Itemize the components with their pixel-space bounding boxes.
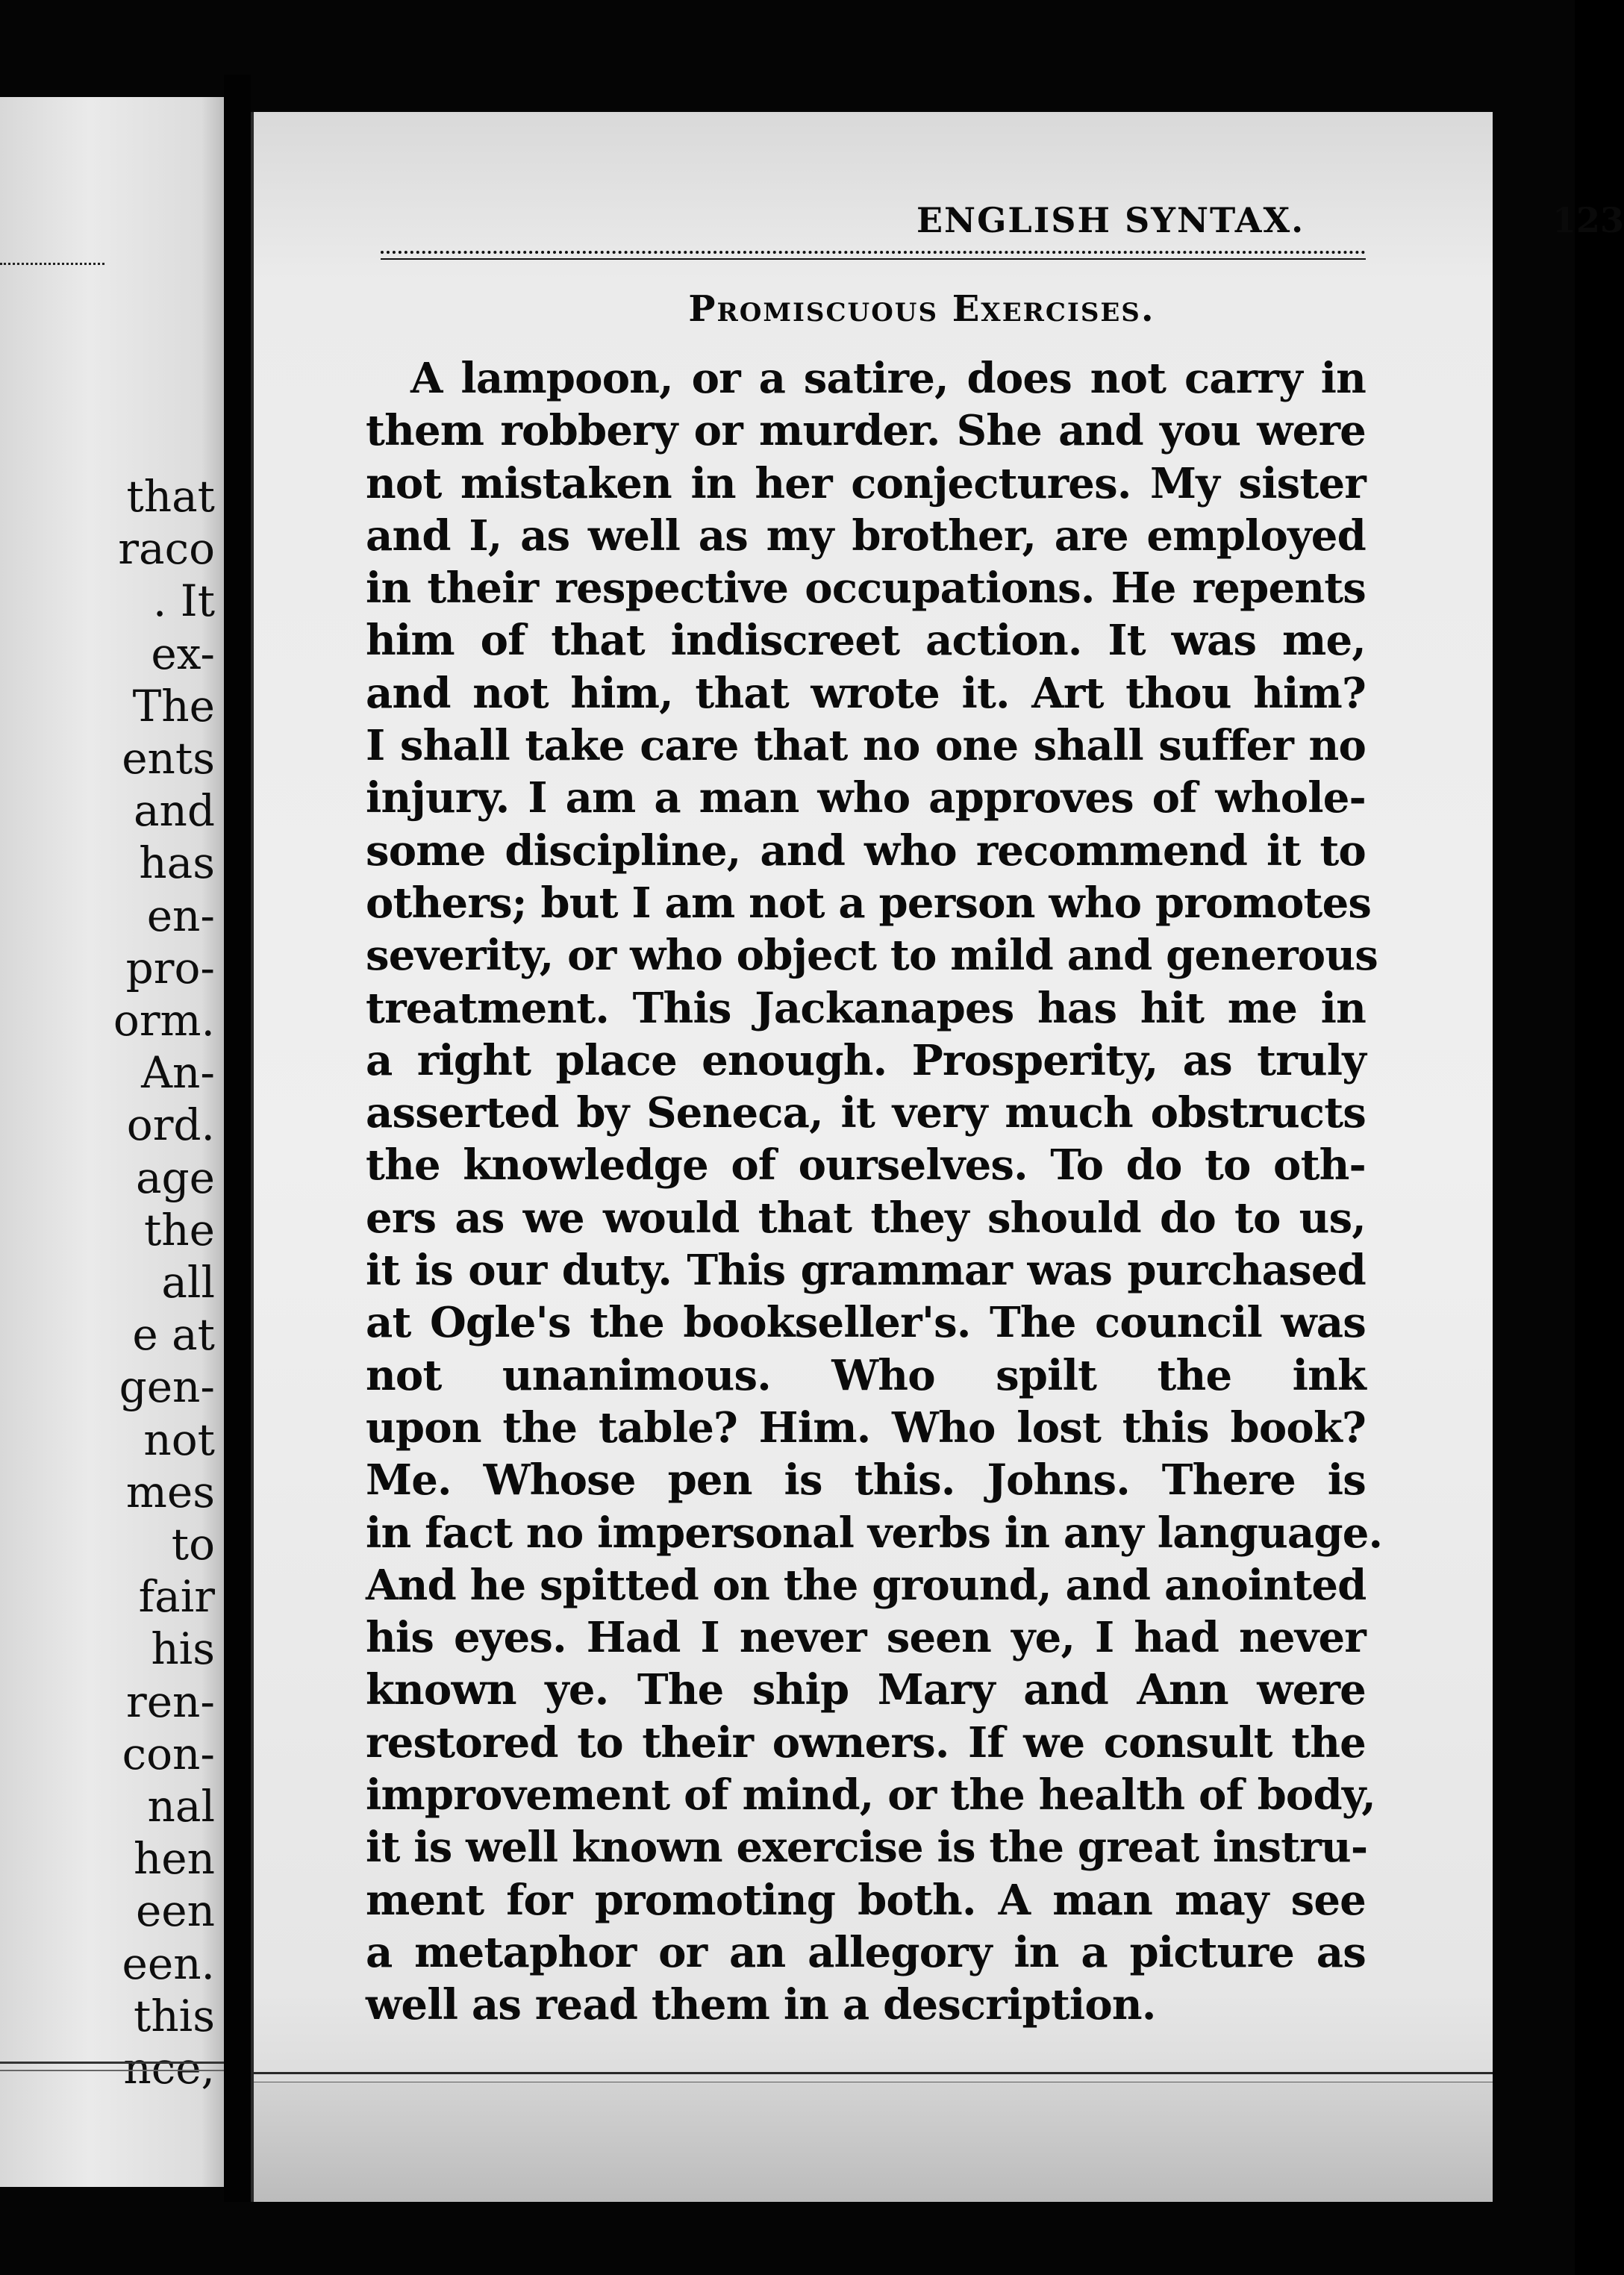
text-line: improvement of mind, or the health of body, [366,1770,1375,1820]
page-number: 123 [1552,200,1624,240]
text-line: injury. I am a man who approves of whole- [366,773,1366,823]
text-line: the knowledge of ourselves. To do to oth- [366,1140,1366,1190]
text-line: treatment. This Jackanapes has hit me in [366,983,1366,1033]
left-line: ord. [126,1099,215,1151]
section-title: Promiscuous Exercises. [688,288,1155,330]
left-line: gen- [119,1361,215,1413]
text-line: it is well known exercise is the great instru- [366,1823,1368,1873]
left-line: nce, [123,2043,215,2094]
left-line: . It [152,575,215,627]
page-bottom-margin [254,2082,1493,2202]
text-line: some discipline, and who recommend it to [366,826,1366,876]
text-line: not unanimous. Who spilt the ink [366,1350,1366,1400]
exercise-text [366,352,1383,2032]
left-line: ren- [125,1676,215,1727]
left-line: een [135,1885,215,1937]
text-line: severity, or who object to mild and generous [366,931,1378,981]
right-page [251,112,1624,2202]
binding-gutter [224,75,251,2202]
left-page-head-rule [0,263,104,272]
text-line: known ye. The ship Mary and Ann were [366,1665,1366,1715]
left-line: and [133,785,215,837]
left-line: con- [122,1728,215,1779]
text-line: not mistaken in her conjectures. My sister [366,458,1366,508]
text-line: ers as we would that they should do to us, [366,1193,1366,1243]
left-page-bottom-rule [0,2062,224,2071]
left-line: to [171,1519,215,1570]
text-line: upon the table? Him. Who lost this book? [366,1402,1366,1452]
left-line: this [134,1990,215,2041]
text-line: and I, as well as my brother, are employed [366,511,1366,561]
left-line: his [151,1623,215,1675]
text-line: it is our duty. This grammar was purchased [366,1246,1366,1296]
left-line: the [144,1204,215,1255]
running-head-rule [381,251,1366,260]
text-line: asserted by Seneca, it very much obstructs [366,1088,1366,1138]
text-line: a metaphor or an allegory in a picture as [366,1927,1366,1977]
text-line: Me. Whose pen is this. Johns. There is [366,1455,1366,1505]
left-line: fair [138,1571,215,1623]
left-line: has [139,837,215,889]
left-line: all [161,1257,215,1308]
left-line: orm. [113,995,215,1046]
page-bottom-rule [254,2072,1493,2083]
left-line: ents [122,733,215,784]
left-line: pro- [125,942,215,993]
text-line: his eyes. Had I never seen ye, I had never [366,1613,1366,1663]
left-line: not [143,1414,215,1465]
left-line: An- [141,1047,215,1099]
text-line: and not him, that wrote it. Art thou him? [366,668,1366,718]
left-line: that [126,471,215,522]
left-line: en- [146,890,215,941]
left-line: age [135,1152,215,1203]
text-line: restored to their owners. If we consult the [366,1717,1366,1767]
left-line: nal [147,1781,215,1832]
left-line: mes [125,1466,215,1517]
left-line: raco [118,523,215,575]
text-line: well as read them in a description. [366,1980,1156,2030]
left-page [0,97,228,2187]
left-line: hen [133,1833,215,1885]
left-line: e at [132,1309,215,1361]
text-line: him of that indiscreet action. It was me, [366,616,1366,666]
left-line: The [132,680,215,731]
text-line: A lampoon, or a satire, does not carry in [410,354,1366,403]
running-head-title: ENGLISH SYNTAX. [916,200,1305,240]
text-line: And he spitted on the ground, and anointed [366,1560,1367,1610]
left-page-text [21,470,215,2094]
text-line: them robbery or murder. She and you were [366,406,1366,456]
text-line: in their respective occupations. He repents [366,564,1366,614]
text-line: I shall take care that no one shall suffer no [366,721,1366,771]
text-line: others; but I am not a person who promotes [366,878,1372,928]
text-line: ment for promoting both. A man may see [366,1875,1366,1925]
left-line: ex- [151,628,215,679]
text-line: at Ogle's the bookseller's. The council was [366,1298,1366,1348]
text-line: a right place enough. Prosperity, as truly [366,1035,1366,1085]
text-line: in fact no impersonal verbs in any language. [366,1508,1383,1558]
running-head [381,200,1624,252]
left-line: een. [122,1938,215,1989]
